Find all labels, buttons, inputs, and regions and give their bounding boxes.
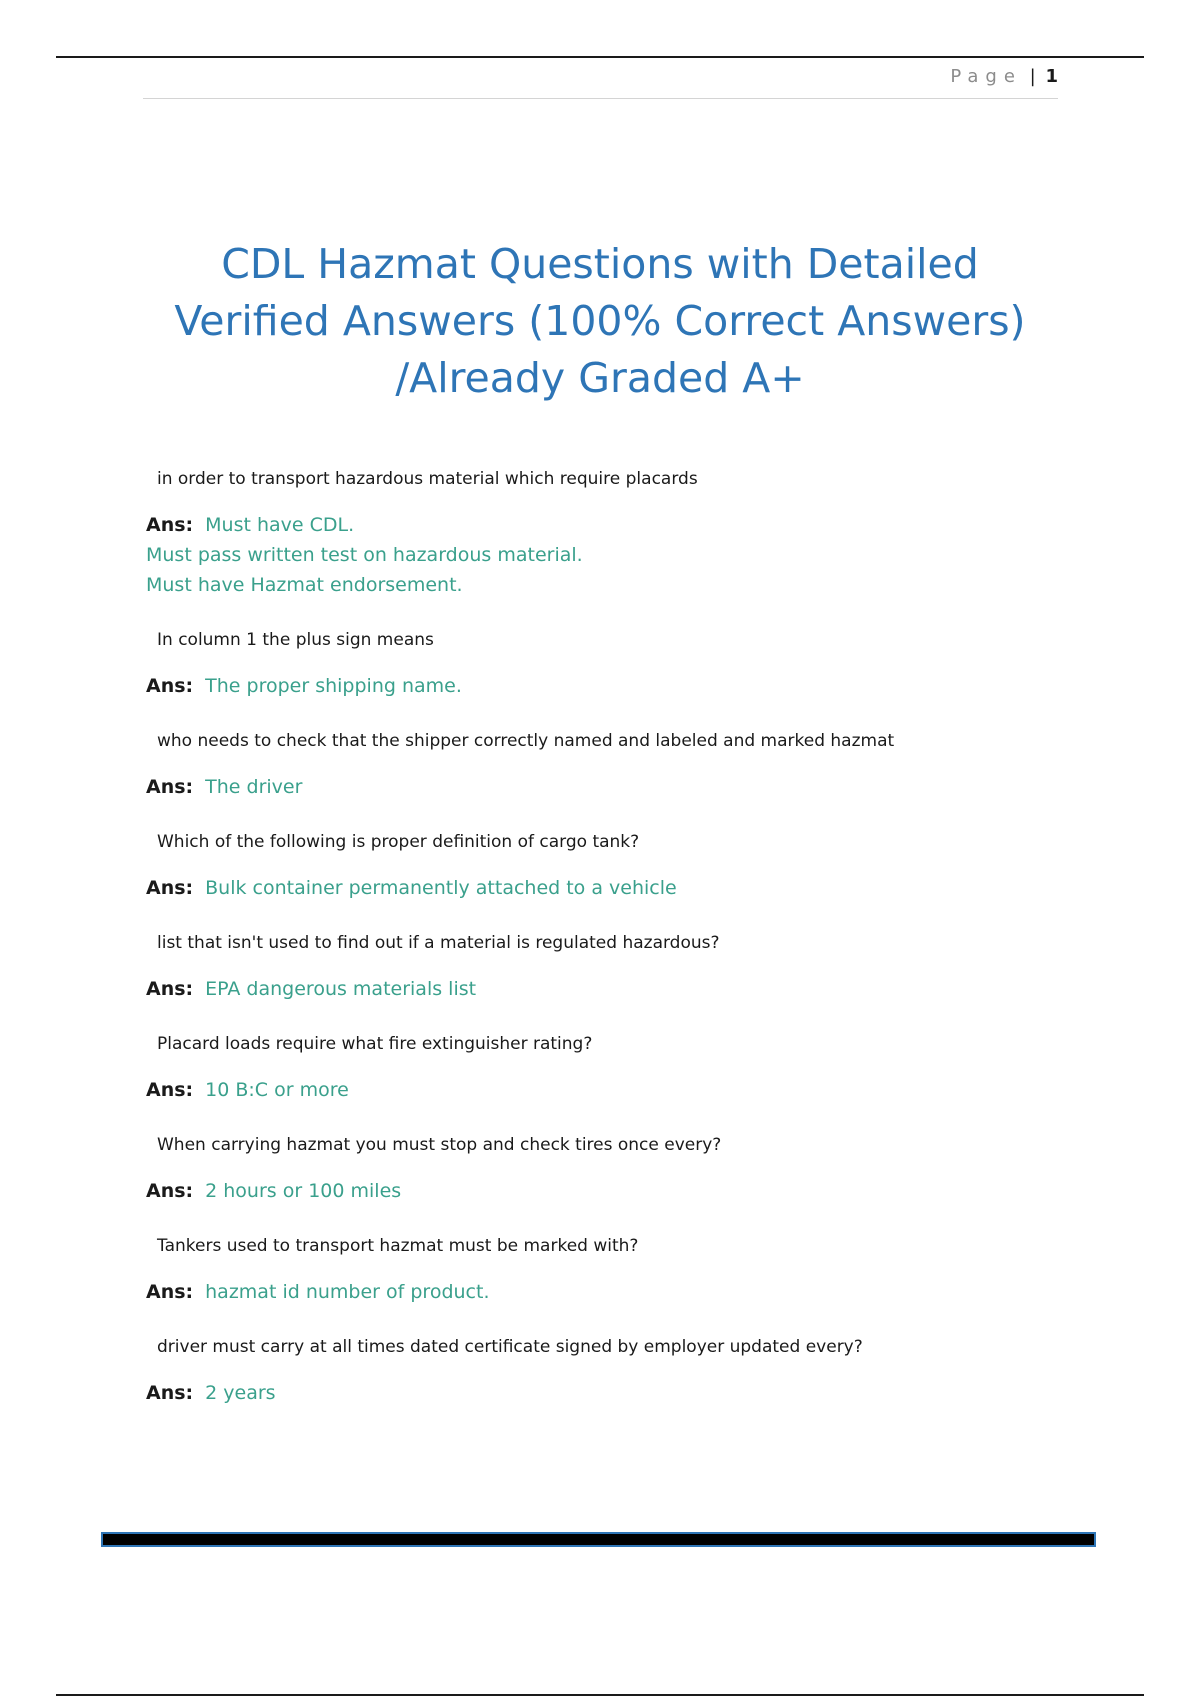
top-rule xyxy=(56,56,1144,58)
question-text: in order to transport hazardous material which require placards xyxy=(157,469,698,489)
answer-text: The driver xyxy=(205,776,303,798)
page-word: Page xyxy=(950,66,1022,87)
answer-block xyxy=(146,772,1106,802)
question-text: Tankers used to transport hazmat must be marked with? xyxy=(157,1236,639,1256)
title-line: Verified Answers (100% Correct Answers) xyxy=(174,297,1026,345)
answer-text: hazmat id number of product. xyxy=(205,1281,490,1303)
qa-item xyxy=(146,629,1106,701)
answer-label: Ans: xyxy=(146,776,194,798)
qa-item xyxy=(146,932,1106,1004)
qa-list xyxy=(146,468,1106,1437)
answer-block xyxy=(146,510,1106,600)
qa-item xyxy=(146,1336,1106,1408)
answer-text: Must have Hazmat endorsement. xyxy=(146,574,463,596)
answer-label: Ans: xyxy=(146,1382,194,1404)
answer-label: Ans: xyxy=(146,978,194,1000)
answer-text: 2 hours or 100 miles xyxy=(205,1180,402,1202)
qa-item xyxy=(146,1033,1106,1105)
answer-block xyxy=(146,1176,1106,1206)
qa-item xyxy=(146,1134,1106,1206)
answer-block xyxy=(146,974,1106,1004)
footer-bar xyxy=(101,1532,1096,1547)
answer-label: Ans: xyxy=(146,675,194,697)
question-text: Which of the following is proper definition of cargo tank? xyxy=(157,832,640,852)
answer-block xyxy=(146,873,1106,903)
answer-label: Ans: xyxy=(146,1079,194,1101)
qa-item xyxy=(146,1235,1106,1307)
bottom-rule xyxy=(56,1694,1144,1696)
answer-label: Ans: xyxy=(146,514,194,536)
question-text: who needs to check that the shipper correctly named and labeled and marked hazmat xyxy=(157,731,895,751)
question-text: driver must carry at all times dated certificate signed by employer updated every? xyxy=(157,1337,863,1357)
page-number: 1 xyxy=(1045,66,1058,87)
answer-block xyxy=(146,671,1106,701)
question-text: When carrying hazmat you must stop and check tires once every? xyxy=(157,1135,722,1155)
answer-block xyxy=(146,1378,1106,1408)
question-text: list that isn't used to find out if a material is regulated hazardous? xyxy=(157,933,720,953)
question-text: Placard loads require what fire extinguisher rating? xyxy=(157,1034,593,1054)
answer-text: Must have CDL. xyxy=(205,514,355,536)
document-title xyxy=(110,236,1090,407)
title-line: CDL Hazmat Questions with Detailed xyxy=(221,240,979,288)
answer-label: Ans: xyxy=(146,1180,194,1202)
answer-label: Ans: xyxy=(146,877,194,899)
page-separator: | xyxy=(1029,66,1036,87)
answer-text: 2 years xyxy=(205,1382,276,1404)
qa-item xyxy=(146,730,1106,802)
answer-label: Ans: xyxy=(146,1281,194,1303)
answer-block xyxy=(146,1075,1106,1105)
answer-text: EPA dangerous materials list xyxy=(205,978,477,1000)
answer-text: 10 B:C or more xyxy=(205,1079,349,1101)
title-line: /Already Graded A+ xyxy=(395,354,805,402)
page-header xyxy=(143,66,1058,99)
qa-item xyxy=(146,831,1106,903)
answer-text: Must pass written test on hazardous material. xyxy=(146,544,583,566)
question-text: In column 1 the plus sign means xyxy=(157,630,434,650)
answer-block xyxy=(146,1277,1106,1307)
qa-item xyxy=(146,468,1106,600)
answer-text: The proper shipping name. xyxy=(205,675,462,697)
answer-text: Bulk container permanently attached to a vehicle xyxy=(205,877,677,899)
